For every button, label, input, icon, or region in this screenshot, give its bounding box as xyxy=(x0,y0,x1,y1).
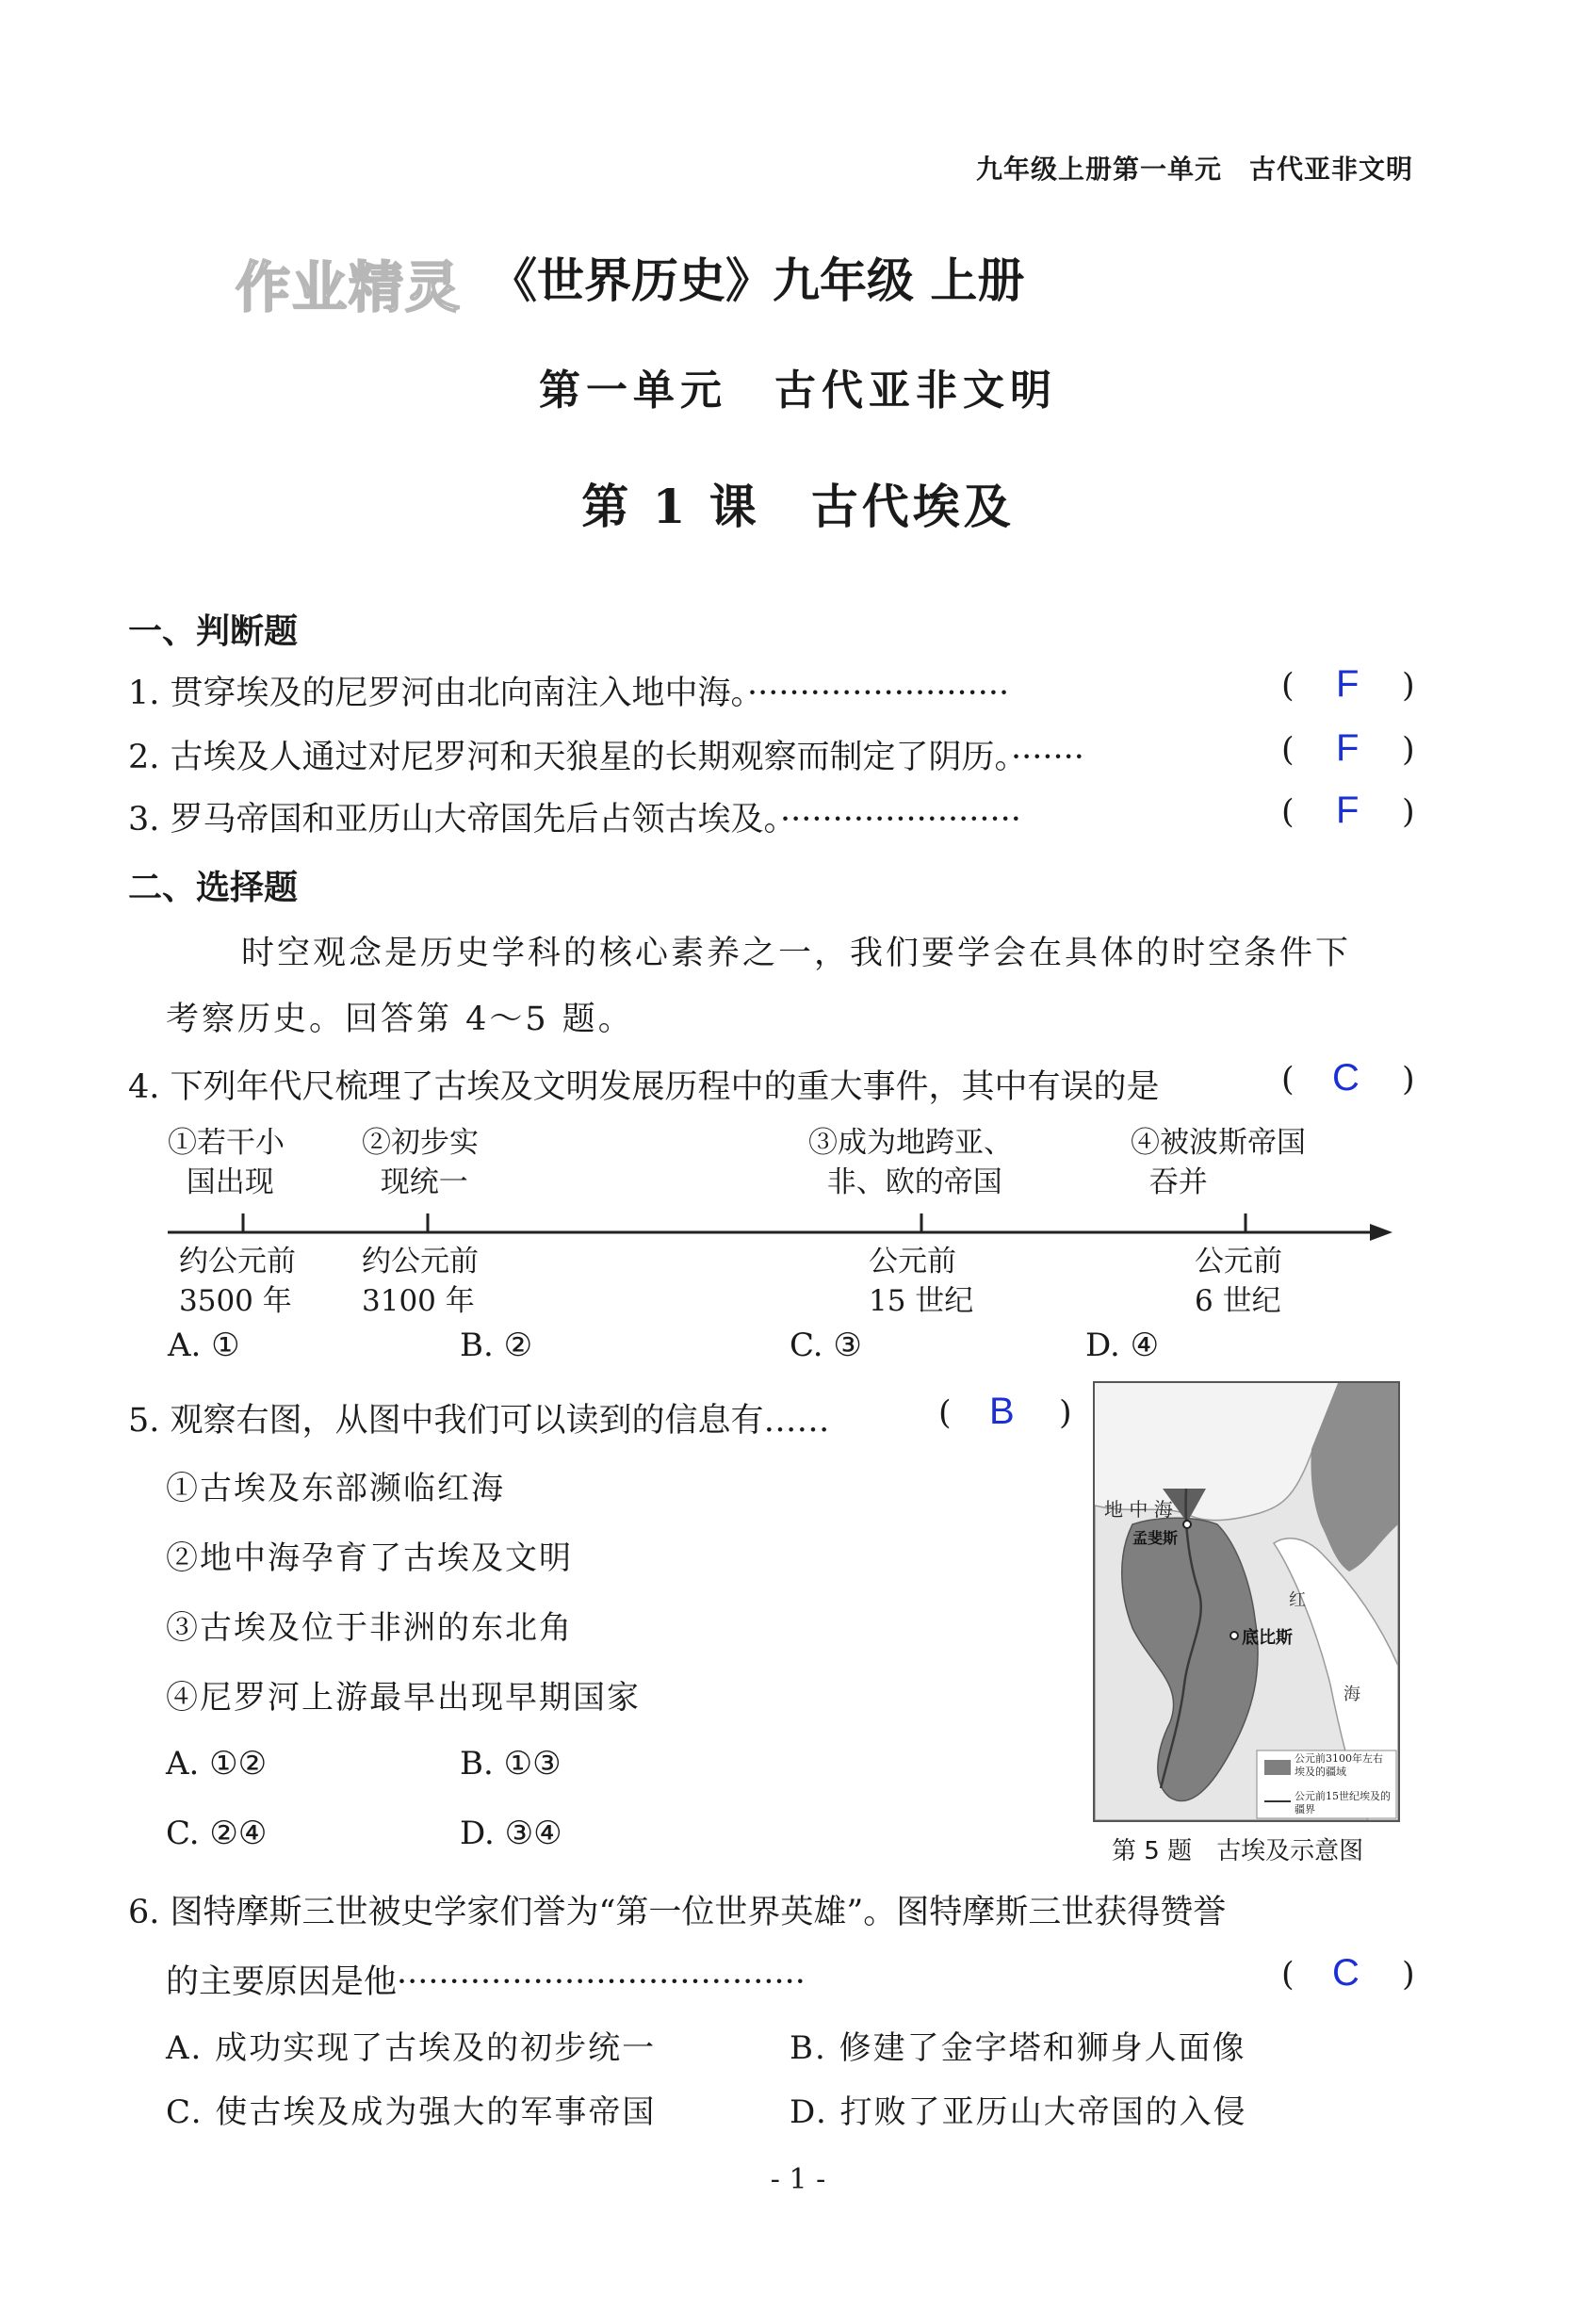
map-label-thebes: 底比斯 xyxy=(1242,1628,1293,1648)
section-heading-judgement: 一、判断题 xyxy=(128,612,299,651)
judgement-question-1: 1. 贯穿埃及的尼罗河由北向南注入地中海。························· xyxy=(128,675,1010,712)
map-legend-1: 公元前3100年左右埃及的疆域 xyxy=(1295,1752,1383,1778)
timeline-date-4: 公元前 6 世纪 xyxy=(1195,1245,1282,1318)
q4-option-b: B. ② xyxy=(460,1327,533,1364)
map-label-sea: 海 xyxy=(1344,1685,1360,1704)
q5-statement-4: ④尼罗河上游最早出现早期国家 xyxy=(166,1679,641,1717)
judgement-question-3: 3. 罗马帝国和亚历山大帝国先后占领古埃及。······················· xyxy=(128,801,1021,839)
answer-2: F xyxy=(1336,727,1360,769)
q4-option-a: A. ① xyxy=(168,1327,240,1364)
answer-paren-open: ( xyxy=(938,1394,952,1432)
timeline-event-3: ③成为地跨亚、 非、欧的帝国 xyxy=(808,1126,1013,1199)
q6-option-a: A. 成功实现了古埃及的初步统一 xyxy=(166,2029,657,2067)
map-caption: 第 5 题 古埃及示意图 xyxy=(1112,1837,1364,1865)
q5-statement-3: ③古埃及位于非洲的东北角 xyxy=(166,1609,573,1647)
question-6-stem-line-2: 的主要原因是他······································· xyxy=(166,1963,806,2001)
question-4-stem: 4. 下列年代尺梳理了古埃及文明发展历程中的重大事件，其中有误的是 xyxy=(128,1068,1160,1106)
q6-option-b: B. 修建了金字塔和狮身人面像 xyxy=(790,2029,1246,2067)
map-label-mediterranean: 地 中 海 xyxy=(1104,1498,1173,1521)
answer-3: F xyxy=(1336,790,1360,831)
judgement-question-2: 2. 古埃及人通过对尼罗河和天狼星的长期观察而制定了阴历。······· xyxy=(128,739,1084,776)
answer-paren-open: ( xyxy=(1281,1956,1295,1994)
answer-paren-close: ) xyxy=(1402,667,1415,705)
q5-option-c: C. ②④ xyxy=(166,1815,268,1852)
answer-paren-open: ( xyxy=(1281,793,1295,831)
lesson-title: 第 1 课 古代埃及 xyxy=(581,479,1015,534)
answer-paren-close: ) xyxy=(1402,793,1415,831)
q5-option-b: B. ①③ xyxy=(460,1745,562,1783)
map-label-red-sea: 红 xyxy=(1289,1590,1306,1610)
timeline-date-1: 约公元前 3500 年 xyxy=(179,1245,296,1318)
answer-paren-open: ( xyxy=(1281,731,1295,769)
section-heading-choice: 二、选择题 xyxy=(128,869,299,907)
unit-title: 第一单元 古代亚非文明 xyxy=(539,366,1057,415)
answer-5: B xyxy=(989,1391,1015,1432)
answer-paren-open: ( xyxy=(1281,1061,1295,1099)
q4-option-d: D. ④ xyxy=(1085,1327,1160,1364)
answer-1: F xyxy=(1336,663,1360,705)
book-title: 《世界历史》九年级 上册 xyxy=(490,252,1025,308)
timeline-event-4: ④被波斯帝国 吞并 xyxy=(1131,1126,1306,1199)
q6-option-c: C. 使古埃及成为强大的军事帝国 xyxy=(166,2093,657,2131)
answer-paren-close: ) xyxy=(1059,1394,1072,1432)
timeline-date-3: 公元前 15 世纪 xyxy=(869,1245,974,1318)
answer-6: C xyxy=(1332,1952,1360,1994)
q4-option-c: C. ③ xyxy=(790,1327,862,1364)
answer-paren-close: ) xyxy=(1402,1956,1415,1994)
timeline-event-2: ②初步实 现统一 xyxy=(362,1126,479,1199)
q5-option-a: A. ①② xyxy=(166,1745,268,1783)
answer-4: C xyxy=(1332,1057,1360,1099)
timeline-date-2: 约公元前 3100 年 xyxy=(362,1245,479,1318)
q6-option-d: D. 打败了亚历山大帝国的入侵 xyxy=(790,2093,1247,2131)
answer-paren-close: ) xyxy=(1402,731,1415,769)
answer-paren-open: ( xyxy=(1281,667,1295,705)
timeline-event-1: ①若干小 国出现 xyxy=(168,1126,285,1199)
question-6-stem-line-1: 6. 图特摩斯三世被史学家们誉为“第一位世界英雄”。图特摩斯三世获得赞誉 xyxy=(128,1894,1227,1931)
watermark-logo: 作业精灵 xyxy=(236,255,463,319)
q5-statement-2: ②地中海孕育了古埃及文明 xyxy=(166,1539,573,1577)
q5-option-d: D. ③④ xyxy=(460,1815,562,1852)
running-header: 九年级上册第一单元 古代亚非文明 xyxy=(975,154,1413,185)
intro-line-1: 时空观念是历史学科的核心素养之一，我们要学会在具体的时空条件下 xyxy=(241,935,1352,972)
map-legend-2: 公元前15世纪埃及的疆界 xyxy=(1295,1790,1391,1815)
q5-statement-1: ①古埃及东部濒临红海 xyxy=(166,1470,505,1507)
question-5-stem: 5. 观察右图，从图中我们可以读到的信息有…… xyxy=(128,1402,830,1440)
answer-paren-close: ) xyxy=(1402,1061,1415,1099)
egypt-map-figure xyxy=(1093,1381,1400,1822)
map-label-memphis: 孟斐斯 xyxy=(1132,1529,1179,1547)
page-number: - 1 - xyxy=(770,2163,826,2196)
intro-line-2: 考察历史。回答第 4～5 题。 xyxy=(166,1001,634,1038)
